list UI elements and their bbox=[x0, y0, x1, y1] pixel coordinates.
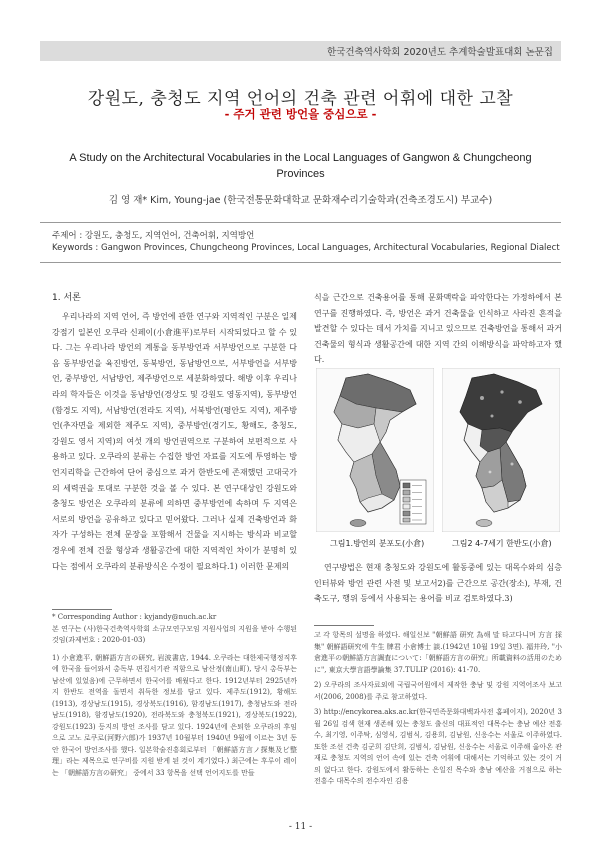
footnote-1: 1) 小倉進平, 朝鮮語方言の研究, 岩波書店, 1944. 오쿠라는 대한제국행정직후에 한국을 들어와서 총독부 편집서기관 직함으로 남산정(南山町), 당시 총독부는 남산에 있었음)에 근무하면서 한국어를 배웠다고 한다. 1912년부터 2925년까지 한반도 전역을 돌면서 취득한 정보를 담고 있다. 제주도(1912), 황해도(1913), 경상남도(1915), 경상북도(1916), 함경남도(1917), 충청남도와 전라남도(1918), 함경남도(1920), 전라북도와 충청북도(1921), 경상북도(1922), 강원도(1923) 등지의 방언 조사를 담고 있다. 1924년에 은퇴한 오쿠라의 후임으로 고노 로쿠로(河野六郎)가 1937년 10월부터 1940년 9월에 이르는 3년 동안 한국어 방언조사를 했다. 일본학술진흥회로부터 「朝鮮語方言ノ探集及ビ整理」라는 제목으로 연구비를 지원 받게 된 것이 계기였다.) 최근에는 후루이 레이는 「朝鮮語方言の研究」 중에서 33 항목을 선택 언어지도를 만들 bbox=[52, 653, 297, 777]
footnote-2: 2) 오쿠라의 조사자료외에 국립국어원에서 제작한 충남 및 강원 지역어조사 보고서(2006, 2008)를 주로 참고하였다. bbox=[314, 681, 562, 701]
keywords-divider bbox=[40, 262, 561, 263]
figure2-caption: 그림2 4-7세기 한반도(小倉) bbox=[452, 539, 552, 548]
intro-column bbox=[52, 309, 297, 574]
figure-ancient-kingdoms-map bbox=[442, 368, 560, 532]
footnote-3: 3) http://encykorea.aks.ac.kr(한국민족문화대백과사전 홈페이지), 2020년 3월 26일 검색 현재 생존해 있는 충청도 출신의 대표적인 대목수는 충남 예산 전흥수, 최기영, 이주탁, 심영식, 김범식, 김용희, 김남원, 신응수는 서울로 이주하였다. 또한 조선 건축 김군희 김단희, 김범식, 김남원, 신응수는 서울로 이주해 옮아온 관재로 충청도 지역의 언어 속에 있는 건축 어휘에 대해서는 기억하고 있는 것이 거의 없다고 한다. 강원도에서 활동하는 은일진 목수와 충남 예산을 거점으로 하는 전흥수 대목수의 전수자인 김용 bbox=[314, 708, 562, 785]
intro-paragraph: 우리나라의 지역 언어, 즉 방언에 관한 연구와 지역적인 구분은 일제강점기 일본인 오쿠라 신페이(小倉進平)로부터 시작되었다고 할 수 있다. 그는 우리나라 방언의 계통을 동부방언과 서부방언으로 구분한 다음 동부방언을 육진방언, 동북방언, 동남방언으로, 서부방언을 서부방언, 중부방언, 서남방언, 제주방언으로 세분화하였다. 해방 이후 우리나라의 학자들은 이것을 동남방언(경상도 및 강원도 영동지역), 동부방언(함경도 지역), 서남방언(전라도 지역), 서북방언(평안도 지역), 제주방언(추자면을 제외한 제주도 지역), 중부방언(경기도, 황해도, 충청도, 강원도 영서 지역)의 여섯 개의 방언권역으로 구분하여 보편적으로 사용하고 있다. 오쿠라의 분류는 수집한 방언 자료를 지도에 투영하는 방언지리학을 근간하여 단어 중심으로 과거 한반도에 존재했던 고대국가의 세력권을 토대로 구분한 것을 볼 수 있다. 본 연구대상인 강원도와 충청도 방언은 오쿠라의 분류에 의하면 중부방언에 속하며 두 지역은 서로의 방언을 공유하고 있다고 믿어왔다. 그러나 실제 건축방언과 화자가 구성하는 전체 문장을 포함해서 건물을 지시하는 방식과 비교할 경우에 전체 건물 형상과 생활공간에 대한 지역적인 차이가 분명히 있다는 점에서 오쿠라의 분류방식은 수정이 필요하다.1) 이러한 문제의 bbox=[52, 312, 297, 571]
author-line: 김 영 재* Kim, Young-jae (한국전통문화대학교 문화재수리기술학과(건축조경도시) 부교수) bbox=[108, 195, 493, 206]
section-heading-intro: 1. 서론 bbox=[52, 293, 81, 303]
footnote-rule-right bbox=[314, 625, 374, 626]
keywords-korean: 주제어 : 강원도, 충청도, 지역언어, 건축어휘, 지역방언 bbox=[52, 231, 255, 241]
method-paragraph: 연구방법은 현재 충청도와 강원도에 활동중에 있는 대목수와의 심층인터뷰와 방언 관련 사전 및 보고서2)를 근간으로 공간(장소), 부재, 건축도구, 행위 등에서 사용되는 용어를 비교 검토하였다.3) bbox=[314, 563, 562, 604]
footnote-rule-left bbox=[52, 609, 112, 610]
corresponding-author: * Corresponding Author : kyjandy@nuch.ac.kr bbox=[52, 613, 217, 621]
footnote-1-continued: 고 각 항목의 설명을 하였다. 해일신보 "朝鮮語 研究 為해 말 타고다니며 方言 採集" 朝鮮語研究에 牛生 牌君 小倉博士 談.(1942년 10월 19일 3면). 福井玲, "小倉進平の朝鮮語方言調査について:「朝鮮語方言の研究」所載資料の活用のために", 東京大學言語學論集 37.TULIP (2016): 41-70. bbox=[314, 631, 562, 674]
keywords-english: Keywords : Gangwon Provinces, Chungcheong Provinces, Local Languages, Architectural Vocabularies, Regional Dialect bbox=[52, 243, 560, 253]
english-title: A Study on the Architectural Vocabularies in the Local Languages of Gangwon & Chungcheong Provinces bbox=[69, 152, 532, 180]
figure1-caption: 그림1.방언의 분포도(小倉) bbox=[330, 539, 425, 548]
top-divider bbox=[40, 222, 561, 223]
running-header-text: 한국건축역사학회 2020년도 추계학술발표대회 논문집 bbox=[327, 47, 553, 58]
page-number: - 11 - bbox=[288, 822, 313, 832]
paper-subtitle: - 주거 관련 방언을 중심으로 - bbox=[224, 107, 377, 121]
right-column-method bbox=[314, 560, 562, 607]
funding-note: 본 연구는 (사)한국건축역사학회 소규모연구모임 지원사업의 지원을 받아 수행된 것임(과제번호 : 2020-01-03) bbox=[52, 624, 297, 644]
figure-dialect-map bbox=[316, 368, 434, 532]
right-paragraph: 식을 근간으로 건축용어를 통해 문화맥락을 파악한다는 가정하에서 본 연구를 진행하였다. 즉, 방언은 과거 건축물을 인식하고 사라진 흔적을 발견할 수 있다는 데서 가치를 지니고 있으므로 건축방언을 통해서 과거 건축물의 형식과 생활공간에 대한 지역 간의 이해방식을 파악하고자 했다. bbox=[314, 293, 562, 365]
footnotes-left bbox=[52, 612, 297, 779]
footnotes-right bbox=[314, 630, 562, 788]
right-column-top bbox=[314, 290, 562, 368]
running-header-bar bbox=[40, 41, 561, 61]
paper-title: 강원도, 충청도 지역 언어의 건축 관련 어휘에 대한 고찰 bbox=[87, 89, 514, 109]
